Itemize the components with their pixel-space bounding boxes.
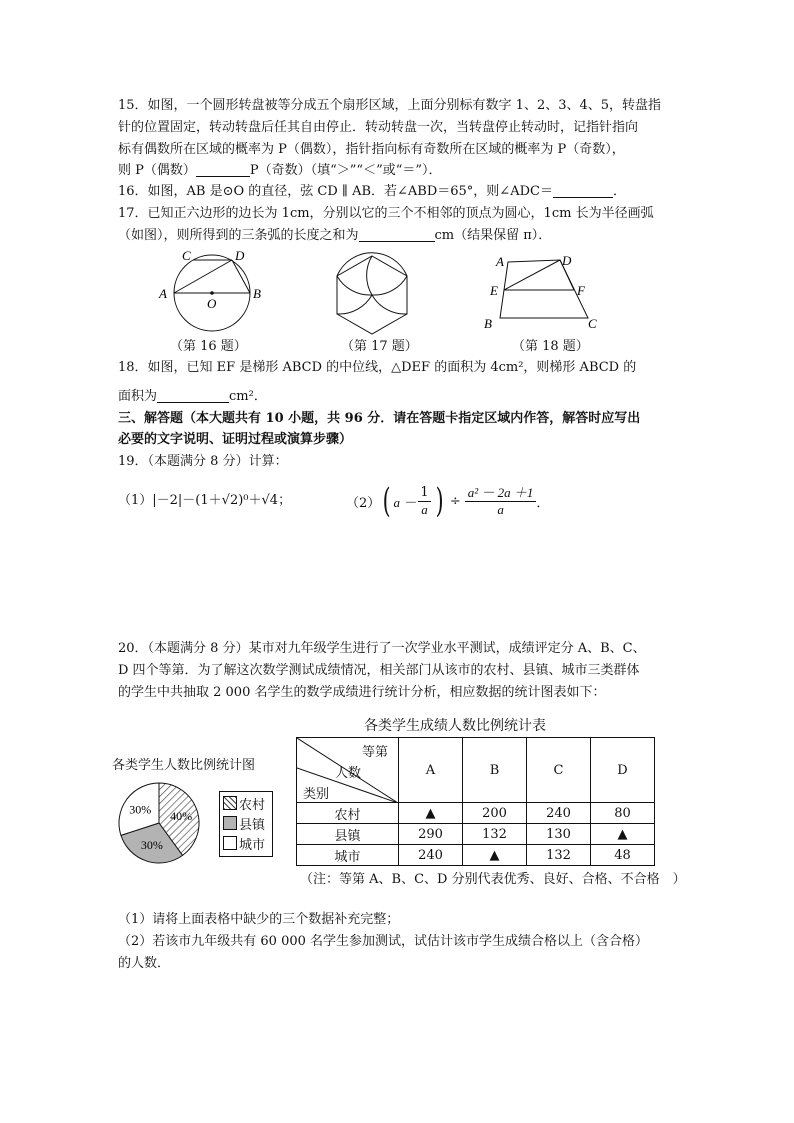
q18-line2 xyxy=(118,386,688,408)
q18-line2-suffix: cm²． xyxy=(229,389,267,404)
table-row-label: 农村 xyxy=(297,803,399,824)
legend-swatch-town xyxy=(223,816,237,830)
fig16-label-c: C xyxy=(182,248,191,263)
table-corner-cell xyxy=(297,738,399,803)
legend-swatch-rural xyxy=(223,796,237,810)
q18-line1: 18．如图，已知 EF 是梯形 ABCD 的中位线，△DEF 的面积为 4cm²，则梯形 ABCD 的 xyxy=(118,360,637,375)
q16-answer-blank xyxy=(553,183,613,198)
q15-line2: 针的位置固定，转动转盘后任其自由停止．转动转盘一次，当转盘停止转动时，记指针指向 xyxy=(118,120,639,135)
q19-part2-end: ． xyxy=(536,495,550,511)
table-cell: 132 xyxy=(527,845,591,866)
corner-label-category: 类别 xyxy=(303,787,330,802)
q19-part2-label: （2） xyxy=(346,495,381,511)
q15-line1: 15．如图，一个圆形转盘被等分成五个扇形区域，上面分别标有数字 1、2、3、4、5，转盘指 xyxy=(118,98,662,113)
q20-line2: D 四个等第．为了解这次数学测试成绩情况，相关部门从该市的农村、县镇、城市三类群体 xyxy=(118,663,640,678)
q15-answer-blank xyxy=(196,162,250,177)
table-cell: 132 xyxy=(463,824,527,845)
figure-18-trapezoid xyxy=(478,250,608,334)
q19-frac1-num: 1 xyxy=(420,484,429,500)
q19-frac1-den: a xyxy=(421,501,428,517)
q19-frac2-num: a² － 2a ＋1 xyxy=(465,485,537,502)
fig18-label-c: C xyxy=(588,316,597,331)
pie-label: 40% xyxy=(170,808,193,823)
q17-answer-blank xyxy=(359,227,435,242)
q19-left-paren: ( xyxy=(382,481,391,521)
figure-18-caption: （第 18 题） xyxy=(512,339,589,354)
q20-subquestion2: （2）若该市九年级共有 60 000 名学生参加测试，试估计该市学生成绩合格以上（含合格） xyxy=(118,934,649,949)
figure-17-hexagon xyxy=(332,252,412,336)
corner-label-grade: 等第 xyxy=(361,745,388,760)
table-cell: ▲ xyxy=(591,824,655,845)
q20-line3: 的学生中共抽取 2 000 名学生的数学成绩进行统计分析，相应数据的统计图表如下： xyxy=(118,685,606,700)
table-cell: 240 xyxy=(399,845,463,866)
stats-table xyxy=(296,737,655,866)
table-header-b: B xyxy=(463,738,527,803)
q19-part1-label: （1） xyxy=(118,493,153,508)
table-row-label: 城市 xyxy=(297,845,399,866)
figure-16-caption: （第 16 题） xyxy=(170,339,247,354)
q16-stem: 16．如图，AB 是⊙O 的直径，弦 CD ∥ AB．若∠ABD＝65°，则∠ADC＝ xyxy=(118,184,553,199)
q16-end: ． xyxy=(612,184,626,199)
table-cell: 290 xyxy=(399,824,463,845)
table-cell: 48 xyxy=(591,845,655,866)
legend-item-rural xyxy=(223,795,265,811)
figure-17-caption: （第 17 题） xyxy=(341,339,418,354)
fig18-label-e: E xyxy=(490,283,498,298)
legend-label-town: 县镇 xyxy=(239,817,266,833)
table-cell: 240 xyxy=(527,803,591,824)
q19-title: 19．（本题满分 8 分）计算： xyxy=(118,454,288,469)
q18-line2-prefix: 面积为 xyxy=(118,389,158,404)
table-cell: ▲ xyxy=(463,845,527,866)
legend-item-city xyxy=(223,835,265,851)
q20-subquestion1: （1）请将上面表格中缺少的三个数据补充完整； xyxy=(118,912,400,927)
pie-chart xyxy=(114,778,204,868)
q19-part2-a: a － xyxy=(393,494,417,510)
q19-divide: ÷ xyxy=(449,493,461,509)
q17-line1: 17．已知正六边形的边长为 1cm，分别以它的三个不相邻的顶点为圆心，1cm 长为半径画弧 xyxy=(118,206,654,221)
table-header-c: C xyxy=(527,738,591,803)
table-row xyxy=(297,824,655,845)
q18-answer-blank xyxy=(157,388,229,403)
q15-line4 xyxy=(118,160,688,182)
fig18-label-d: D xyxy=(562,253,572,268)
legend-swatch-city xyxy=(223,836,237,850)
q19-part1-expr: |－2|－(1＋√2)⁰＋√4 xyxy=(152,493,279,508)
section3-heading-line2: 必要的文字说明、证明过程或演算步骤） xyxy=(118,432,353,447)
table-cell: 80 xyxy=(591,803,655,824)
q20-line1: 20．（本题满分 8 分）某市对九年级学生进行了一次学业水平测试，成绩评定分 A、B、C、 xyxy=(118,641,646,656)
q19-part1 xyxy=(118,490,318,512)
q15-line3: 标有偶数所在区域的概率为 P（偶数），指针指向标有奇数所在区域的概率为 P（奇数）， xyxy=(118,142,625,157)
table-header-d: D xyxy=(591,738,655,803)
legend-label-city: 城市 xyxy=(239,837,266,853)
figure-16-circle xyxy=(150,246,270,336)
section3-heading-line1: 三、解答题（本大题共有 10 小题，共 96 分．请在答题卡指定区域内作答，解答时应写出 xyxy=(118,411,641,426)
q16-text xyxy=(118,181,688,203)
fig16-label-a: A xyxy=(159,286,167,301)
q20-subquestion3: 的人数． xyxy=(118,956,171,971)
fig18-label-a: A xyxy=(496,254,504,269)
q17-line2-suffix: cm（结果保留 π）． xyxy=(434,228,552,243)
table-header-a: A xyxy=(399,738,463,803)
table-row xyxy=(297,845,655,866)
q19-fraction1 xyxy=(418,485,430,518)
table-cell: ▲ xyxy=(399,803,463,824)
q19-part1-end: ； xyxy=(278,493,292,508)
pie-label: 30% xyxy=(140,838,163,853)
table-row xyxy=(297,803,655,824)
table-title: 各类学生成绩人数比例统计表 xyxy=(364,718,546,734)
q15-line4-suffix: P（奇数）（填“＞”“＜”或“＝”）． xyxy=(249,163,442,178)
fig16-label-b: B xyxy=(253,286,261,301)
fig16-label-o: O xyxy=(207,296,217,311)
pie-label: 30% xyxy=(129,802,152,817)
q17-line2-prefix: （如图），则所得到的三条弧的长度之和为 xyxy=(118,228,359,243)
fig18-label-b: B xyxy=(484,316,492,331)
q19-fraction2 xyxy=(465,485,537,518)
fig18-label-f: F xyxy=(577,283,585,298)
q17-line2 xyxy=(118,225,688,247)
pie-legend xyxy=(219,791,273,857)
legend-item-town xyxy=(223,815,265,831)
q15-line4-prefix: 则 P（偶数） xyxy=(118,163,196,178)
table-cell: 130 xyxy=(527,824,591,845)
corner-label-count: 人数 xyxy=(335,766,362,781)
pie-chart-title: 各类学生人数比例统计图 xyxy=(112,758,256,773)
legend-label-rural: 农村 xyxy=(239,797,266,813)
table-row-label: 县镇 xyxy=(297,824,399,845)
table-note: （注：等第 A、B、C、D 分别代表优秀、良好、合格、不合格 ） xyxy=(300,872,686,887)
fig16-label-d: D xyxy=(235,248,245,263)
q19-part2 xyxy=(346,478,549,524)
q19-right-paren: ) xyxy=(435,481,444,521)
q19-frac2-den: a xyxy=(497,501,504,517)
table-header-row xyxy=(297,738,655,803)
table-cell: 200 xyxy=(463,803,527,824)
